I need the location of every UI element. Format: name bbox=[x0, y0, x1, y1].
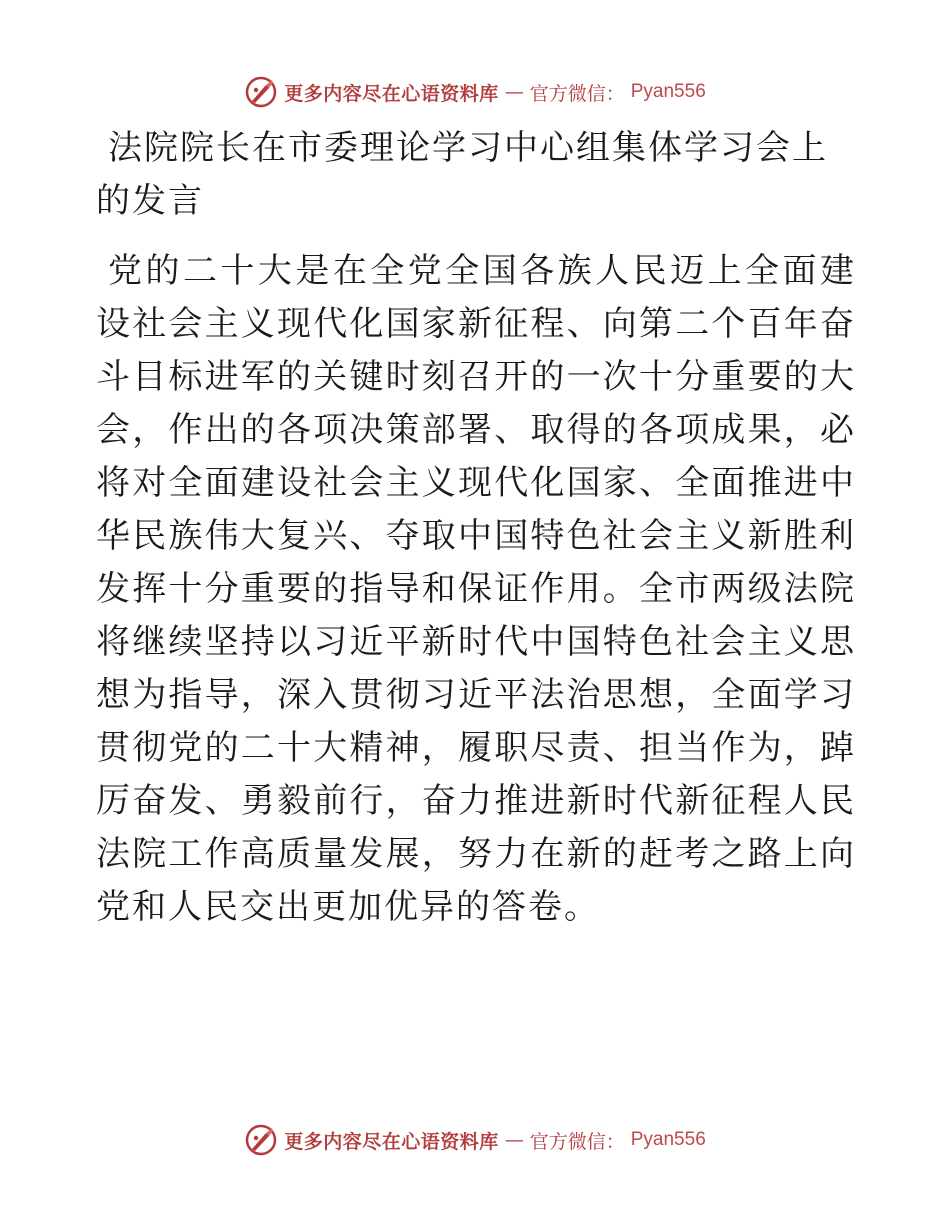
footer-watermark-banner bbox=[0, 1120, 950, 1160]
watermark-site-text: 更多内容尽在心语资料库 bbox=[284, 1130, 499, 1153]
quill-logo-icon bbox=[244, 75, 278, 109]
document-body-paragraph: 党的二十大是在全党全国各族人民迈上全面建设社会主义现代化国家新征程、向第二个百年奋斗目标进军的关键时刻召开的一次十分重要的大会，作出的各项决策部署、取得的各项成果，必将对全面建设社会主义现代化国家、全面推进中华民族伟大复兴、夺取中国特色社会主义新胜利发挥十分重要的指导和保证作用。全市两级法院将继续坚持以习近平新时代中国特色社会主义思想为指导，深入贯彻习近平法治思想，全面学习贯彻党的二十大精神，履职尽责、担当作为，踔厉奋发、勇毅前行，奋力推进新时代新征程人民法院工作高质量发展，努力在新的赶考之路上向党和人民交出更加优异的答卷。 bbox=[96, 251, 856, 927]
watermark-dash: — bbox=[504, 1129, 524, 1151]
watermark-wechat-id: Pyan556 bbox=[630, 81, 706, 102]
watermark-official-label: 官方微信： bbox=[529, 1130, 625, 1153]
quill-logo-icon bbox=[244, 1123, 278, 1157]
watermark-official-label: 官方微信： bbox=[529, 82, 625, 105]
watermark-group bbox=[244, 75, 706, 109]
watermark-dash: — bbox=[504, 81, 524, 103]
watermark-site-text: 更多内容尽在心语资料库 bbox=[284, 82, 499, 105]
watermark-wechat-id: Pyan556 bbox=[630, 1129, 706, 1150]
document-content bbox=[96, 122, 856, 934]
watermark-group bbox=[244, 1123, 706, 1157]
document-title: 法院院长在市委理论学习中心组集体学习会上的发言 bbox=[96, 128, 828, 221]
header-watermark-banner bbox=[0, 72, 950, 112]
